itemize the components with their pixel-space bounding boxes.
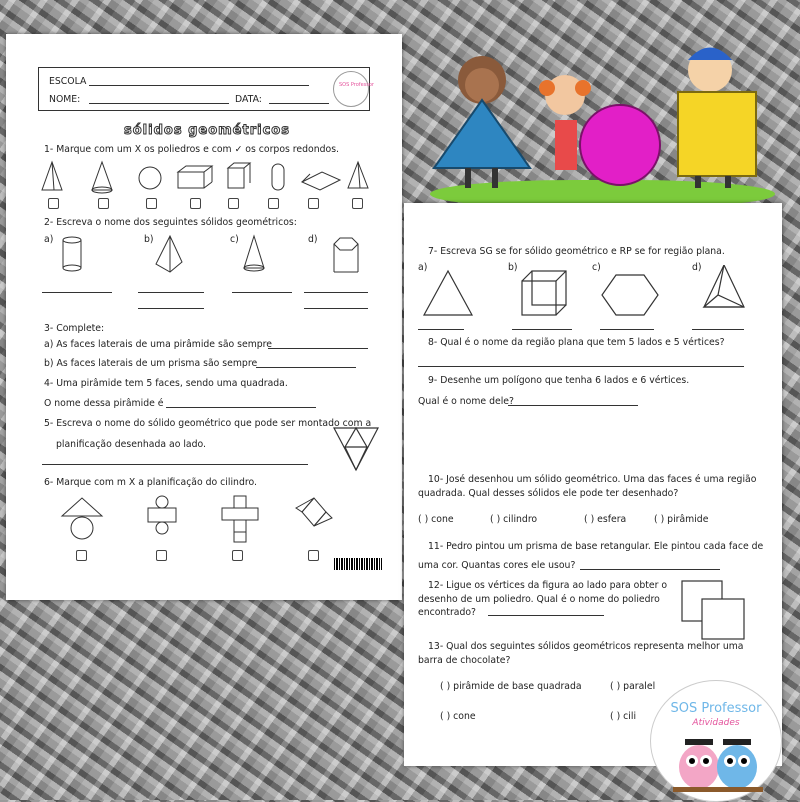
q13-text: 13- Qual dos seguintes sólidos geométricos representa melhor uma xyxy=(428,641,744,652)
q12-text: 12- Ligue os vértices da figura ao lado para obter o xyxy=(428,580,668,591)
q3a-text: a) As faces laterais de uma pirâmide são sempre xyxy=(44,339,273,350)
q11-answer[interactable] xyxy=(580,569,720,570)
q1-checkbox[interactable] xyxy=(48,198,59,209)
q3b-answer[interactable] xyxy=(256,367,356,368)
q4b-text: O nome dessa pirâmide é xyxy=(44,398,164,409)
header-box xyxy=(38,67,374,111)
date-field[interactable] xyxy=(269,103,329,104)
q9b-text: Qual é o nome dele? xyxy=(418,396,514,407)
name-label: NOME: xyxy=(49,94,81,105)
q2-solids-icons xyxy=(62,234,362,276)
q6-checkbox[interactable] xyxy=(308,550,319,561)
q6-text: 6- Marque com m X a planificação do cilindro. xyxy=(44,477,257,488)
q10-option-cone[interactable]: ( ) cone xyxy=(418,514,454,525)
q7-letter-d: d) xyxy=(692,262,702,273)
q2-letter-c: c) xyxy=(230,234,239,245)
kids-shapes-illustration xyxy=(420,30,780,210)
q7-answer-a[interactable] xyxy=(418,329,464,330)
q1-checkbox[interactable] xyxy=(98,198,109,209)
q1-text: 1- Marque com um X os poliedros e com ✓ os corpos redondos. xyxy=(44,144,340,155)
q2-letter-d: d) xyxy=(308,234,318,245)
q2-answer-c[interactable] xyxy=(232,292,292,293)
q2-answer-b2[interactable] xyxy=(138,308,204,309)
q10-option-piramide[interactable]: ( ) pirâmide xyxy=(654,514,709,525)
q2-letter-a: a) xyxy=(44,234,54,245)
q12c-text: encontrado? xyxy=(418,607,476,618)
q10-option-esfera[interactable]: ( ) esfera xyxy=(584,514,627,525)
q7-letter-a: a) xyxy=(418,262,428,273)
q8-text: 8- Qual é o nome da região plana que tem 5 lados e 5 vértices? xyxy=(428,337,725,348)
owls-icon xyxy=(673,733,763,793)
q12-answer[interactable] xyxy=(488,615,604,616)
q9-text: 9- Desenhe um polígono que tenha 6 lados e 6 vértices. xyxy=(428,375,690,386)
q11b-text: uma cor. Quantas cores ele usou? xyxy=(418,560,576,571)
q10b-text: quadrada. Qual desses sólidos ele pode ter desenhado? xyxy=(418,488,679,499)
q13-option-piramide[interactable]: ( ) pirâmide de base quadrada xyxy=(440,681,582,692)
q1-checkbox[interactable] xyxy=(190,198,201,209)
q6-checkbox[interactable] xyxy=(156,550,167,561)
q1-solids-icons xyxy=(40,160,370,196)
q2-answer-d[interactable] xyxy=(304,292,368,293)
q5-answer[interactable] xyxy=(42,464,308,465)
q7-letter-c: c) xyxy=(592,262,601,273)
q4-text: 4- Uma pirâmide tem 5 faces, sendo uma quadrada. xyxy=(44,378,288,389)
q7-letter-b: b) xyxy=(508,262,518,273)
q2-letter-b: b) xyxy=(144,234,154,245)
q3-text: 3- Complete: xyxy=(44,323,105,334)
q1-checkbox[interactable] xyxy=(268,198,279,209)
q5-text: 5- Escreva o nome do sólido geométrico que pode ser montado com a xyxy=(44,418,372,429)
worksheet-page-1 xyxy=(6,34,402,600)
q7-shapes-icons xyxy=(418,265,763,321)
name-field[interactable] xyxy=(89,103,229,104)
q12-squares-icon xyxy=(680,579,746,641)
q9-answer[interactable] xyxy=(508,405,638,406)
q8-answer[interactable] xyxy=(418,366,744,367)
school-field[interactable] xyxy=(89,85,309,86)
q13b-text: barra de chocolate? xyxy=(418,655,511,666)
brand-logo xyxy=(650,680,782,802)
q1-checkbox[interactable] xyxy=(352,198,363,209)
q11-text: 11- Pedro pintou um prisma de base retangular. Ele pintou cada face de xyxy=(428,541,764,552)
q13-option-cilindro[interactable]: ( ) cili xyxy=(610,711,637,722)
q6-nets-icons xyxy=(56,494,356,544)
q2-answer-d2[interactable] xyxy=(304,308,368,309)
logo-badge xyxy=(333,71,374,107)
q3b-text: b) As faces laterais de um prisma são sempre xyxy=(44,358,258,369)
q7-text: 7- Escreva SG se for sólido geométrico e RP se for região plana. xyxy=(428,246,725,257)
q6-checkbox[interactable] xyxy=(232,550,243,561)
q2-text: 2- Escreva o nome dos seguintes sólidos geométricos: xyxy=(44,217,297,228)
q2-answer-b[interactable] xyxy=(138,292,204,293)
brand-name: SOS Professor xyxy=(670,701,762,716)
q10-text: 10- José desenhou um sólido geométrico. Uma das faces é uma região xyxy=(428,474,757,485)
q10-option-cilindro[interactable]: ( ) cilindro xyxy=(490,514,538,525)
q7-answer-b[interactable] xyxy=(512,329,572,330)
q7-answer-d[interactable] xyxy=(692,329,744,330)
date-label: DATA: xyxy=(235,94,262,105)
q5-net-icon xyxy=(332,426,382,474)
q12b-text: desenho de um poliedro. Qual é o nome do poliedro xyxy=(418,594,660,605)
q7-answer-c[interactable] xyxy=(600,329,654,330)
q4-answer[interactable] xyxy=(166,407,316,408)
q1-checkbox[interactable] xyxy=(146,198,157,209)
q5b-text: planificação desenhada ao lado. xyxy=(56,439,206,450)
school-label: ESCOLA xyxy=(49,76,87,87)
barcode xyxy=(334,558,382,570)
q3a-answer[interactable] xyxy=(268,348,368,349)
q13-option-paralelepipedo[interactable]: ( ) paralel xyxy=(610,681,656,692)
q6-checkbox[interactable] xyxy=(76,550,87,561)
q1-checkbox[interactable] xyxy=(308,198,319,209)
q1-checkbox[interactable] xyxy=(228,198,239,209)
logo-badge-text: SOS Professor xyxy=(339,82,374,88)
q2-answer-a[interactable] xyxy=(42,292,112,293)
page-title: sólidos geométricos xyxy=(124,123,290,138)
brand-tagline: Atividades xyxy=(692,718,740,728)
q13-option-cone[interactable]: ( ) cone xyxy=(440,711,476,722)
